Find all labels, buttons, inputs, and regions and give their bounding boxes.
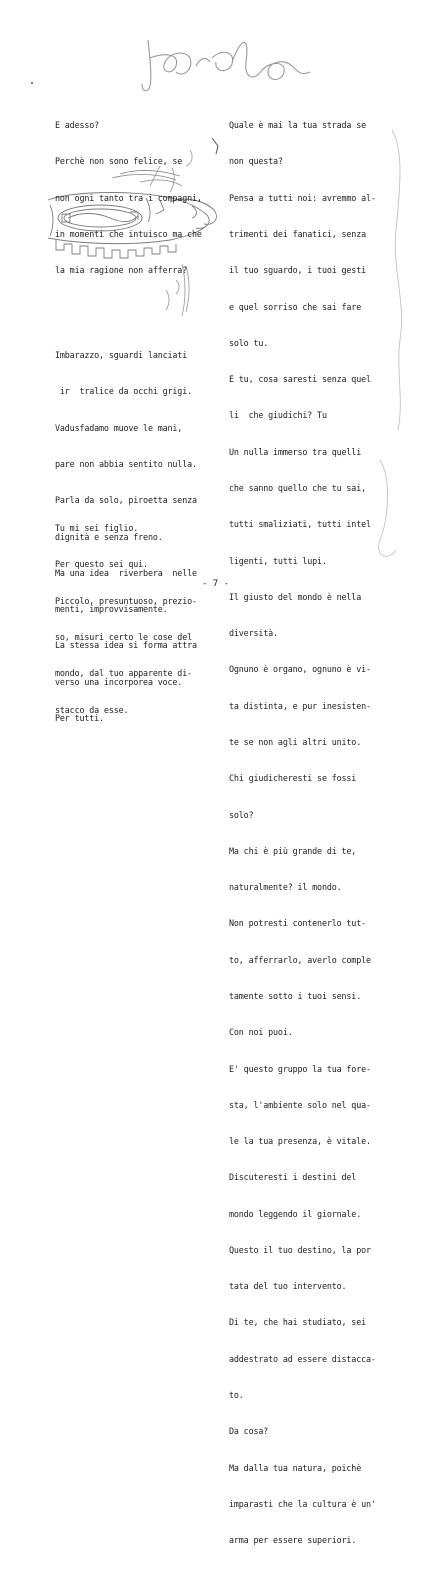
right-margin-scribble bbox=[379, 130, 402, 556]
text-line: li che giudichi? Tu bbox=[229, 410, 327, 421]
text-line: to, afferrarlo, averlo comple bbox=[229, 954, 371, 965]
text-line: sta, l'ambiente solo nel qua- bbox=[229, 1099, 371, 1110]
text-line: non questa? bbox=[229, 156, 283, 167]
text-line: te se non agli altri unito. bbox=[229, 736, 362, 747]
ink-dot bbox=[31, 82, 33, 84]
text-line: tata del tuo intervento. bbox=[229, 1281, 347, 1292]
left-column-top-text bbox=[55, 95, 202, 301]
text-line: addestrato ad essere distacca- bbox=[229, 1353, 376, 1364]
text-line: Di te, che hai studiato, sei bbox=[229, 1317, 366, 1328]
text-line: Ma dalla tua natura, poichè bbox=[229, 1462, 362, 1473]
text-line: non ogni tanto tra i compagni, bbox=[55, 192, 202, 203]
text-line: Parla da solo, piroetta senza bbox=[55, 495, 197, 506]
text-line: arma per essere superiori. bbox=[229, 1535, 357, 1546]
text-line: imparasti che la cultura è un' bbox=[229, 1498, 376, 1509]
text-line: Non potresti contenerlo tut- bbox=[229, 918, 366, 929]
text-line: E adesso? bbox=[55, 120, 100, 131]
text-line: Da cosa? bbox=[229, 1426, 269, 1437]
text-line: so, misuri certo le cose del bbox=[55, 632, 192, 643]
text-line: Piccolo, presuntuoso, prezio- bbox=[55, 595, 197, 606]
text-line: Tu mi sei figlio. bbox=[55, 523, 139, 534]
text-line: tamente sotto i tuoi sensi. bbox=[229, 990, 362, 1001]
text-line: La stessa idea si forma attra bbox=[55, 640, 197, 651]
text-line: Questo il tuo destino, la por bbox=[229, 1244, 371, 1255]
text-line: dignità e senza freno. bbox=[55, 531, 163, 542]
text-line: stacco da esse. bbox=[55, 704, 129, 715]
text-line: verso una incorporea voce. bbox=[55, 676, 183, 687]
left-column-bottom-text bbox=[55, 498, 197, 740]
text-line: solo tu. bbox=[229, 337, 269, 348]
text-line: Ma chi è più grande di te, bbox=[229, 845, 357, 856]
page-number: - 7 - bbox=[201, 579, 230, 589]
text-line: to. bbox=[229, 1390, 244, 1401]
text-line: le la tua presenza, è vitale. bbox=[229, 1136, 371, 1147]
text-line: Per questo sei qui. bbox=[55, 559, 148, 570]
text-line: Con noi puoi. bbox=[229, 1027, 293, 1038]
text-line: e quel sorriso che sai fare bbox=[229, 301, 362, 312]
text-line: mondo leggendo il giornale. bbox=[229, 1208, 362, 1219]
text-line: ta distinta, e pur inesisten- bbox=[229, 700, 371, 711]
text-line: E' questo gruppo la tua fore- bbox=[229, 1063, 371, 1074]
text-line: Il giusto del mondo è nella bbox=[229, 591, 362, 602]
text-line: mondo, dal tuo apparente di- bbox=[55, 668, 192, 679]
text-line: Chi giudicheresti se fossi bbox=[229, 773, 357, 784]
text-line: E tu, cosa saresti senza quel bbox=[229, 374, 371, 385]
text-line: pare non abbia sentito nulla. bbox=[55, 459, 197, 470]
text-line: tutti smaliziati, tutti intel bbox=[229, 519, 371, 530]
text-line: la mia ragione non afferra? bbox=[55, 265, 188, 276]
text-line: ligenti, tutti lupi. bbox=[229, 555, 327, 566]
text-line: Discuteresti i destini del bbox=[229, 1172, 357, 1183]
text-line: Un nulla immerso tra quelli bbox=[229, 446, 362, 457]
text-line: il tuo sguardo, i tuoi gesti bbox=[229, 265, 366, 276]
text-line: Pensa a tutti noi: avremmo al- bbox=[229, 192, 376, 203]
margin-tick bbox=[212, 138, 218, 154]
text-line: Imbarazzo, sguardi lanciati bbox=[55, 350, 188, 361]
text-line: che sanno quello che tu sai, bbox=[229, 483, 366, 493]
text-line: Ognuno è organo, ognuno è vi- bbox=[229, 664, 371, 675]
text-line: Per tutti. bbox=[55, 713, 104, 723]
text-line: trimenti dei fanatici, senza bbox=[229, 229, 366, 240]
text-line: naturalmente? il mondo. bbox=[229, 882, 342, 893]
top-scribble-drawing bbox=[142, 40, 310, 91]
text-line: menti, improvvisamente. bbox=[55, 604, 168, 615]
text-line: Perchè non sono felice, se bbox=[55, 156, 183, 167]
text-line: Quale è mai la tua strada se bbox=[229, 120, 366, 131]
text-line: solo? bbox=[229, 809, 254, 820]
text-line: in momenti che intuisco ma che bbox=[55, 229, 202, 240]
text-line: ir tralice da occhi grigi. bbox=[55, 386, 192, 397]
text-line: Ma una idea riverbera nelle bbox=[55, 567, 197, 578]
text-line: diversità. bbox=[229, 628, 278, 639]
right-column-text bbox=[229, 95, 376, 1570]
text-line: Vadusfadamo muove le mani, bbox=[55, 422, 183, 433]
